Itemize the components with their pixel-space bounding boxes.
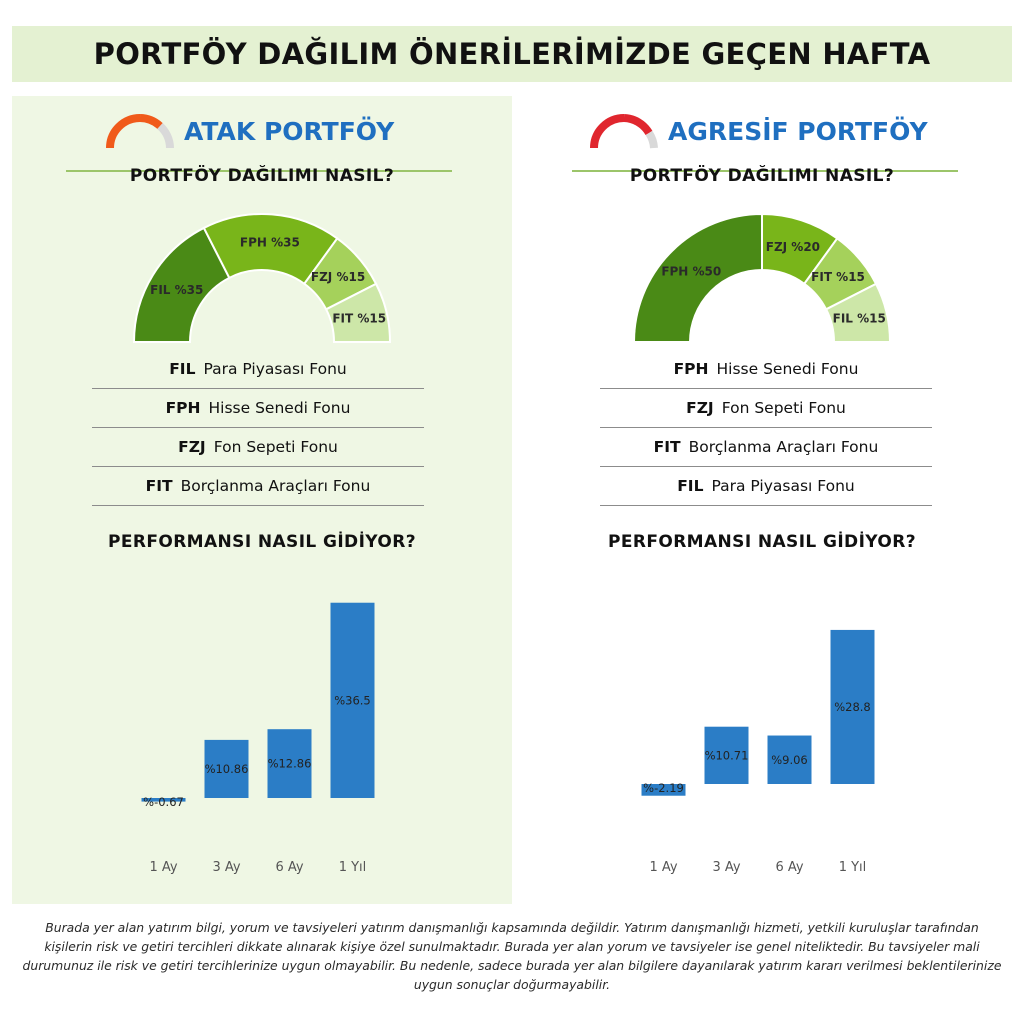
fund-name: Fon Sepeti Fonu bbox=[213, 438, 338, 456]
fund-name: Para Piyasası Fonu bbox=[203, 360, 347, 378]
performance-heading: PERFORMANSI NASIL GİDİYOR? bbox=[607, 532, 917, 552]
allocation-gauge-chart bbox=[112, 212, 412, 352]
performance-bar-chart bbox=[112, 576, 412, 886]
fund-code: FIT bbox=[145, 477, 173, 495]
bar-value-label: %9.06 bbox=[771, 752, 808, 767]
gauge-meter-icon bbox=[104, 114, 176, 150]
fund-code: FZJ bbox=[686, 399, 714, 417]
fund-code: FIL bbox=[677, 477, 704, 495]
allocation-heading: PORTFÖY DAĞILIMI NASIL? bbox=[129, 166, 395, 186]
fund-code: FIT bbox=[653, 438, 681, 456]
title-banner bbox=[12, 26, 1012, 82]
legal-disclaimer: Burada yer alan yatırım bilgi, yorum ve tavsiyeleri yatırım danışmanlığı kapsamında değildir. Yatırım danışmanlığı hizmeti, yetkili kuruluşlar tarafından kişilerin risk ve getiri tercihleri dikkate alınarak kişiye özel sunulmaktadır. Burada yer alan yorum ve tavsiyeler ise genel niteliktedir. Bu tavsiyeler mali durumunuz ile risk ve getiri tercihlerinize uygun olmayabilir. Bu nedenle, sadece burada yer alan bilgilere dayanılarak yatırım kararı verilmesi beklentilerinize uygun sonuçlar doğurmayabilir. bbox=[22, 920, 1002, 992]
bar-value-label: %36.5 bbox=[334, 693, 371, 708]
fund-code: FPH bbox=[673, 360, 709, 378]
portfolio-brand bbox=[512, 114, 1012, 154]
bar-category-label: 6 Ay bbox=[275, 860, 304, 875]
gauge-slice-label: FIT %15 bbox=[811, 270, 865, 285]
gauge-slice-label: FPH %35 bbox=[239, 235, 300, 250]
fund-legend bbox=[92, 350, 424, 506]
gauge-slice-label: FPH %50 bbox=[661, 264, 722, 279]
gauge-slice-label: FIT %15 bbox=[332, 311, 387, 326]
atak-portfolio-panel bbox=[12, 96, 512, 904]
allocation-gauge-chart bbox=[612, 212, 912, 352]
legend-row-fzj bbox=[92, 428, 424, 467]
fund-name: Hisse Senedi Fonu bbox=[208, 399, 351, 417]
bar-category-label: 3 Ay bbox=[212, 860, 241, 875]
bar-category-label: 1 Ay bbox=[649, 860, 678, 875]
fund-name: Para Piyasası Fonu bbox=[711, 477, 855, 495]
bar-category-label: 1 Ay bbox=[149, 860, 178, 875]
gauge-slice-label: FZJ %15 bbox=[310, 270, 366, 285]
bar-value-label: %-2.19 bbox=[643, 781, 684, 795]
bar-value-label: %12.86 bbox=[267, 756, 312, 771]
bar-value-label: %10.71 bbox=[704, 748, 749, 763]
legend-row-fit bbox=[92, 467, 424, 506]
legend-row-fil bbox=[92, 350, 424, 389]
fund-name: Fon Sepeti Fonu bbox=[721, 399, 846, 417]
bar-category-label: 3 Ay bbox=[712, 860, 741, 875]
legend-row-fph bbox=[600, 350, 932, 389]
gauge-slice-label: FIL %15 bbox=[832, 311, 886, 326]
legend-row-fph bbox=[92, 389, 424, 428]
fund-code: FZJ bbox=[178, 438, 206, 456]
bar-category-label: 1 Yıl bbox=[338, 860, 367, 875]
portfolio-title: AGRESİF PORTFÖY bbox=[668, 117, 928, 146]
portfolio-title: ATAK PORTFÖY bbox=[184, 117, 395, 146]
performance-bar-chart bbox=[612, 576, 912, 886]
legend-row-fzj bbox=[600, 389, 932, 428]
gauge-meter-icon bbox=[588, 114, 660, 150]
fund-legend bbox=[600, 350, 932, 506]
fund-code: FPH bbox=[165, 399, 201, 417]
legend-row-fil bbox=[600, 467, 932, 506]
gauge-slice-label: FIL %35 bbox=[150, 282, 204, 297]
performance-heading: PERFORMANSI NASIL GİDİYOR? bbox=[107, 532, 417, 552]
allocation-heading: PORTFÖY DAĞILIMI NASIL? bbox=[629, 166, 895, 186]
gauge-slice-label: FZJ %20 bbox=[765, 239, 821, 254]
fund-name: Borçlanma Araçları Fonu bbox=[688, 438, 879, 456]
fund-name: Borçlanma Araçları Fonu bbox=[180, 477, 371, 495]
bar-value-label: %10.86 bbox=[204, 761, 249, 776]
bar-value-label: %28.8 bbox=[834, 699, 871, 714]
agresif-portfolio-panel bbox=[512, 96, 1012, 904]
fund-name: Hisse Senedi Fonu bbox=[716, 360, 859, 378]
page-title: PORTFÖY DAĞILIM ÖNERİLERİMİZDE GEÇEN HAFTA bbox=[93, 37, 931, 71]
bar-category-label: 6 Ay bbox=[775, 860, 804, 875]
legend-row-fit bbox=[600, 428, 932, 467]
bar-value-label: %-0.67 bbox=[143, 795, 184, 809]
bar-category-label: 1 Yıl bbox=[838, 860, 867, 875]
fund-code: FIL bbox=[169, 360, 196, 378]
portfolio-brand bbox=[12, 114, 512, 154]
